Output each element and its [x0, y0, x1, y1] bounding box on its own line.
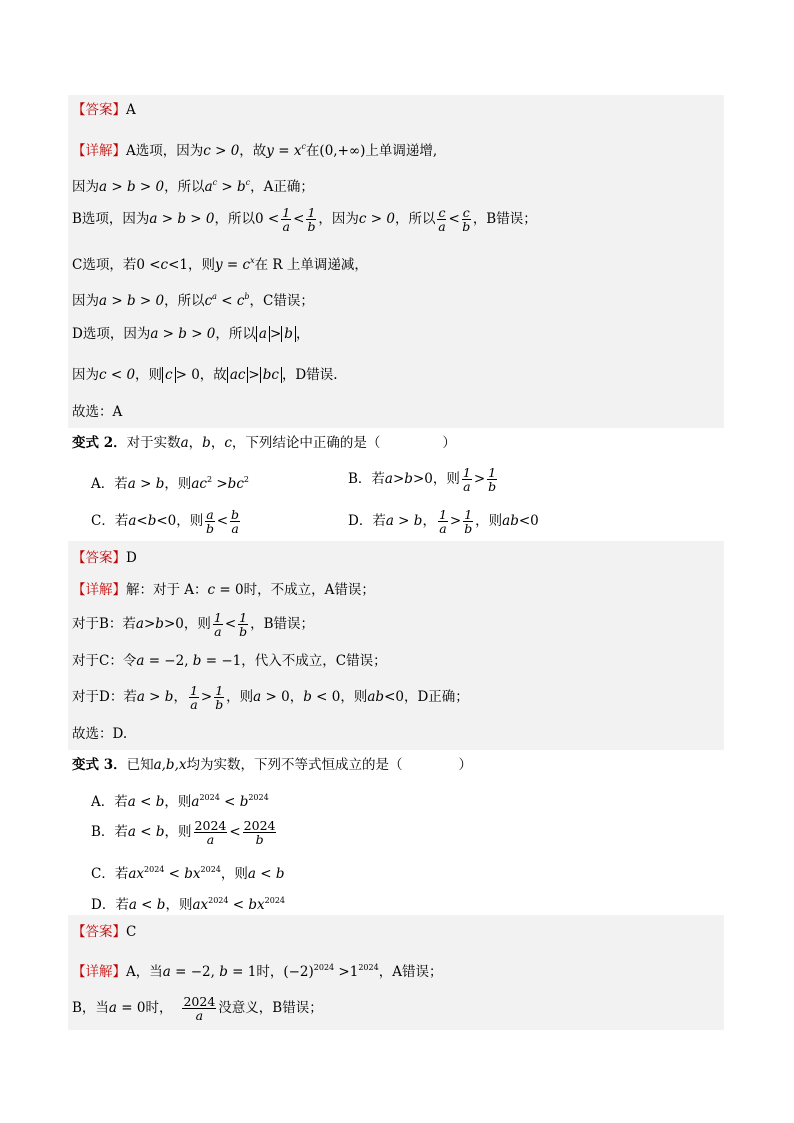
detail-line-3: 对于C：令a = −2, b = −1，代入不成立，C错误； [72, 653, 387, 669]
fraction: $\frac{1}{b}$ [215, 683, 224, 712]
question-3-title: 变式 3．已知a,b,x均为实数，下列不等式恒成立的是（ ） [72, 757, 472, 773]
selection-line: 故选：D. [72, 726, 128, 742]
fraction: $\frac{1}{a}$ [462, 465, 471, 494]
detail-line-2: B，当a = 0时， $\frac{2024}{a}$ 没意义，B错误； [72, 994, 323, 1023]
detail-line-1: 【详解】A，当a = −2, b = 1时，$(-2)^{2024} >1^{2024}$，A错误； [72, 963, 443, 980]
q3-option-c: C．若$ax^{2024} < bx^{2024}$，则a < b [91, 865, 285, 882]
answer-line: 【答案】A [72, 102, 136, 118]
answer-line: 【答案】D [72, 550, 137, 566]
fraction: $\frac{1}{a}$ [438, 507, 447, 536]
fraction: $\frac{c}{a}$ [438, 205, 446, 234]
q2-option-d: D．若a > b， $\frac{1}{a}$ > $\frac{1}{b}$ ，则ab<0 [348, 507, 539, 536]
detail-line-1: 【详解】解：对于 A：c = 0时，不成立，A错误； [72, 582, 375, 598]
selection-line: 故选：A [72, 404, 123, 420]
answer-block-2 [68, 541, 724, 750]
fraction: $\frac{2024}{a}$ [183, 994, 216, 1023]
q3-option-d: D．若a < b，则$ax^{2024} < bx^{2024}$ [91, 896, 285, 913]
fraction: $\frac{b}{a}$ [231, 507, 240, 536]
fraction: $\frac{1}{b}$ [239, 610, 248, 639]
detail-line-2: 对于B：若a>b>0，则 $\frac{1}{a}$ < $\frac{1}{b}$ ，B错误； [72, 610, 314, 639]
fraction: $\frac{2024}{b}$ [243, 818, 276, 847]
detail-line-2: 因为a > b > 0，所以$a^c > b^c$，A正确； [72, 178, 314, 195]
detail-line-5: 因为a > b > 0，所以$c^a < c^b$，C错误； [72, 292, 314, 309]
fraction: $\frac{2024}{a}$ [194, 818, 227, 847]
detail-line-4: 对于D：若a > b， $\frac{1}{a}$ > $\frac{1}{b}$ ，则a > 0，b < 0，则ab<0，D正确； [72, 683, 469, 712]
q2-option-b: B．若a>b>0，则 $\frac{1}{a}$ > $\frac{1}{b}$ [348, 465, 497, 494]
detail-line-3: B选项，因为a > b > 0，所以0 < $\frac{1}{a}$ < $\frac{1}{b}$ ，因为c > 0，所以 $\frac{c}{a}$ < $\frac{c}{b}$ ，B错误； [72, 205, 537, 234]
question-2-title: 变式 2．对于实数a，b，c，下列结论中正确的是（ ） [72, 435, 456, 451]
detail-line-6: D选项，因为a > b > 0，所以 a > b ， [72, 326, 310, 342]
answer-line: 【答案】C [72, 924, 137, 940]
detail-line-7: 因为c < 0，则 c > 0，故 ac > bc ，D错误. [72, 367, 338, 383]
fraction: $\frac{1}{b}$ [488, 465, 497, 494]
detail-line-4: C选项，若0 <c<1，则$y = c^x$在 R 上单调递减， [72, 256, 368, 273]
q3-option-a: A．若a < b，则$a^{2024} < b^{2024}$ [91, 793, 269, 810]
fraction: $\frac{1}{a}$ [213, 610, 222, 639]
q2-option-a: A．若a > b，则$ac^2 >bc^2$ [91, 475, 249, 492]
fraction: $\frac{1}{a}$ [282, 205, 291, 234]
fraction: $\frac{c}{b}$ [462, 205, 471, 234]
q2-option-c: C．若a<b<0，则 $\frac{a}{b}$ < $\frac{b}{a}$ [91, 507, 240, 536]
fraction: $\frac{1}{a}$ [189, 683, 198, 712]
detail-line-1: 【详解】A选项，因为c > 0，故$y = x^c$在(0,+∞)上单调递增, [72, 142, 438, 159]
fraction: $\frac{1}{b}$ [464, 507, 473, 536]
fraction: $\frac{a}{b}$ [206, 507, 215, 536]
fraction: $\frac{1}{b}$ [307, 205, 316, 234]
q3-option-b: B．若a < b，则 $\frac{2024}{a}$ < $\frac{2024}{b}$ [91, 818, 276, 847]
